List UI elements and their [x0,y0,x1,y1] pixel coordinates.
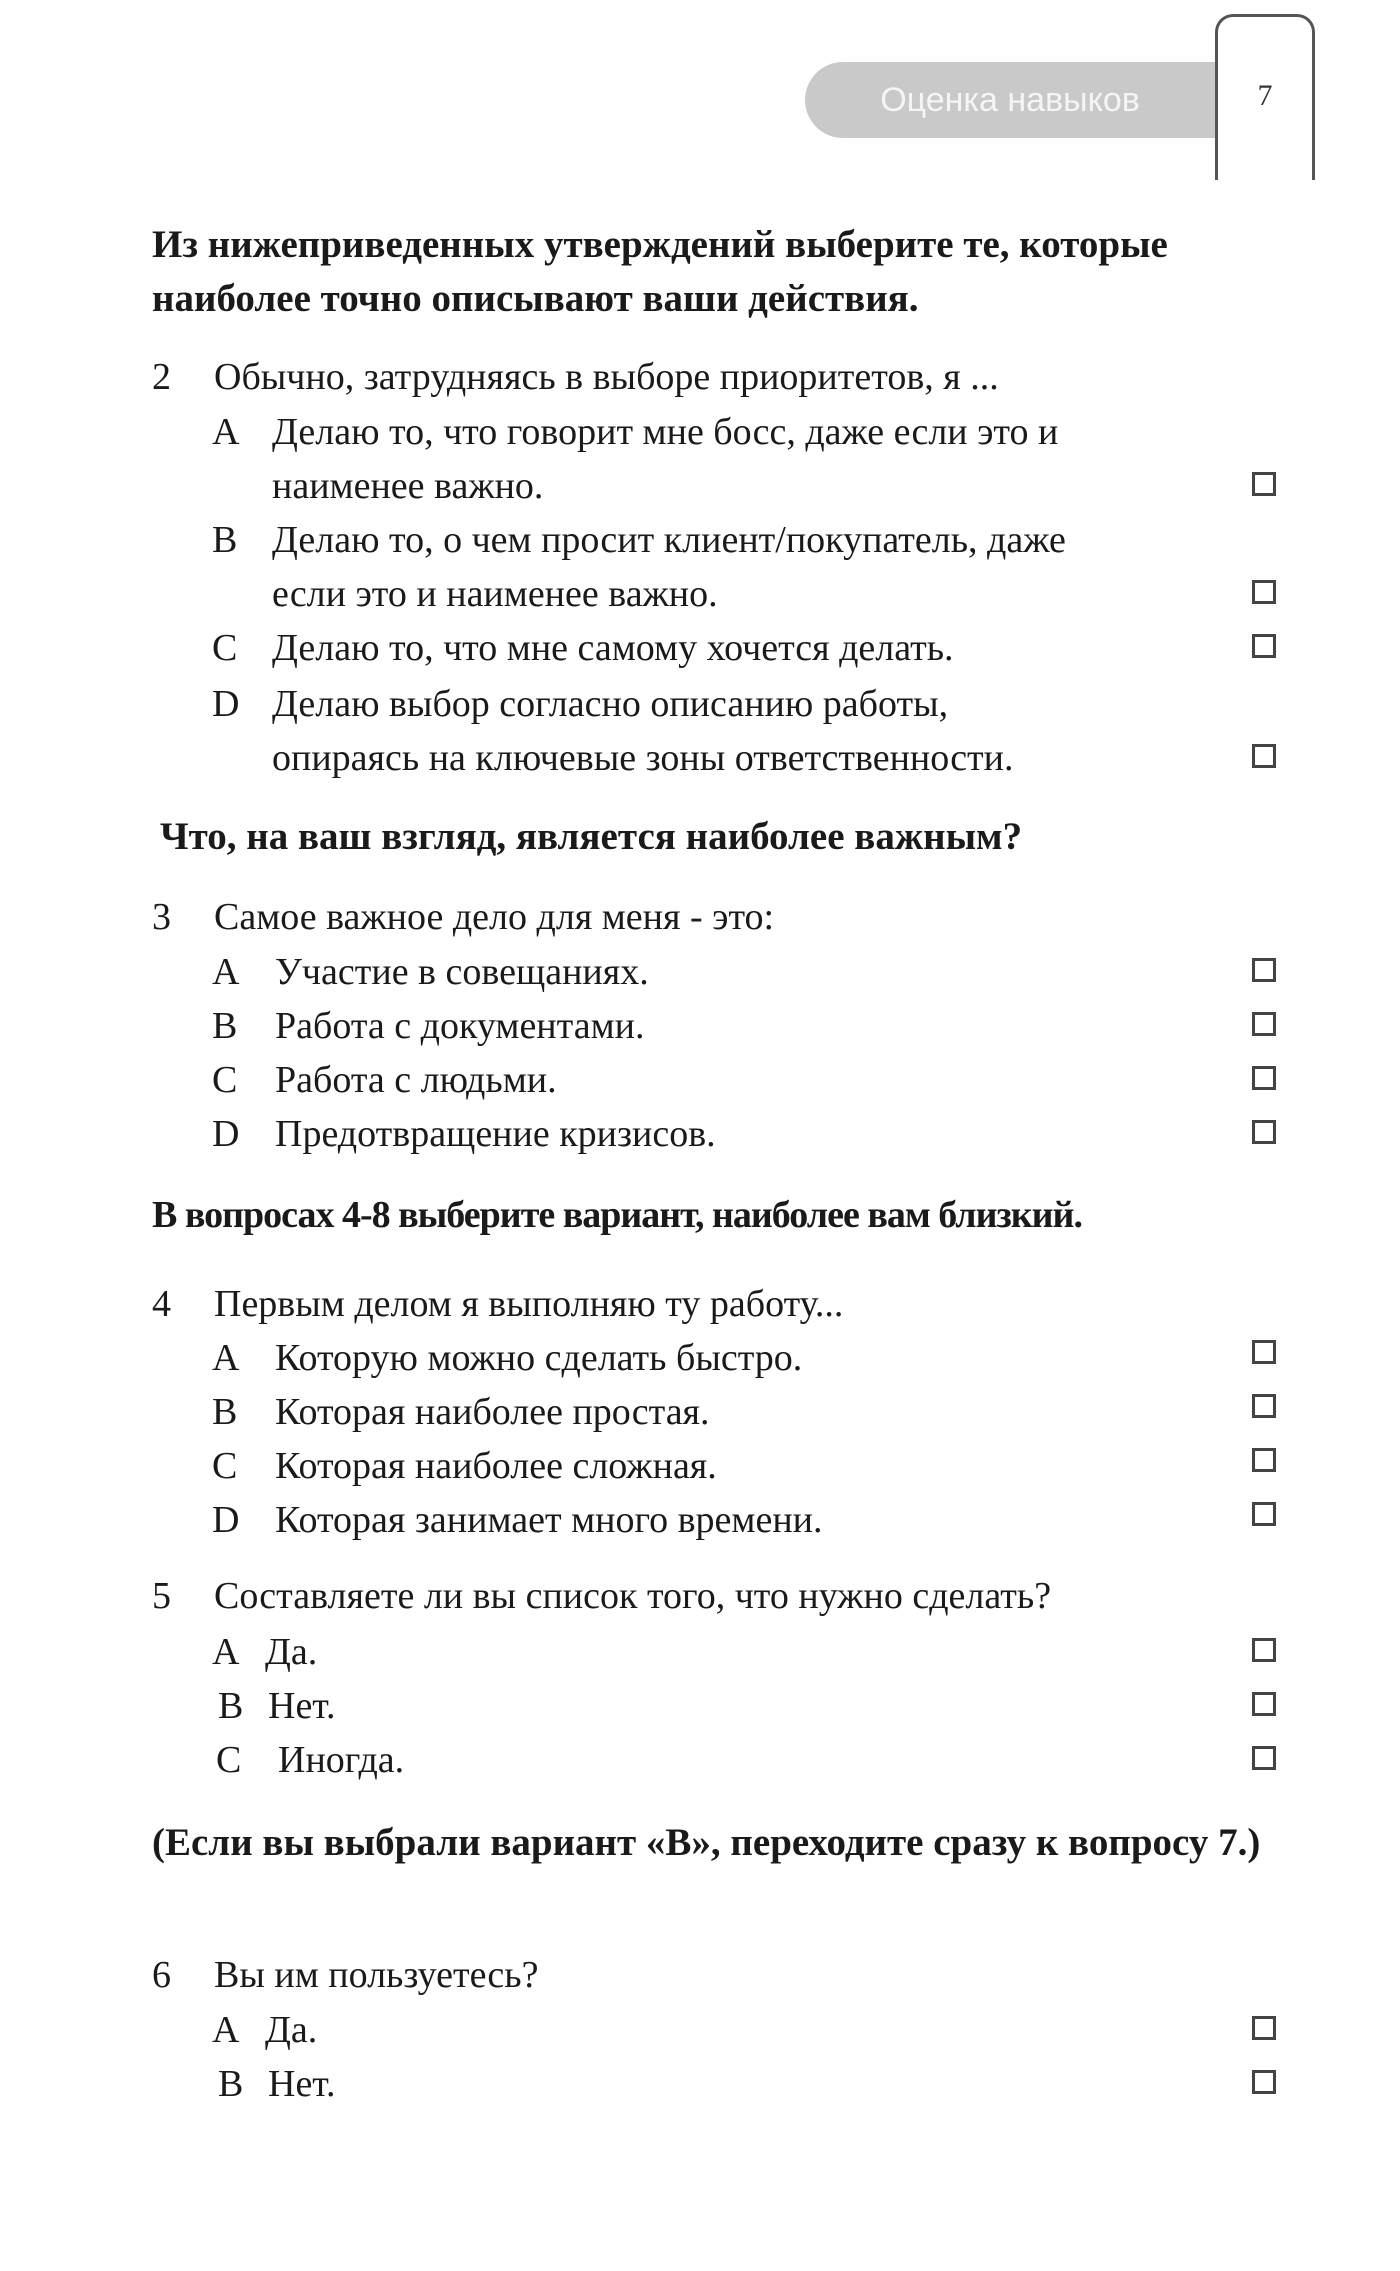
checkbox[interactable] [1252,1066,1276,1090]
checkbox[interactable] [1252,1746,1276,1770]
option-letter: C [216,1739,242,1781]
checkbox[interactable] [1252,1340,1276,1364]
option-letter: B [212,519,238,561]
option-letter: A [212,1337,240,1379]
checkbox[interactable] [1252,744,1276,768]
option-text: Делаю то, что мне самому хочется делать. [272,627,954,669]
checkbox[interactable] [1252,634,1276,658]
section-title-tab [805,62,1215,138]
instruction-2: Что, на ваш взгляд, является наиболее важным? [160,815,1023,858]
option-text: Которую можно сделать быстро. [275,1337,803,1379]
instruction-1: Из нижеприведенных утверждений выберите те, которые наиболее точно описывают ваши действия. [152,223,1168,320]
checkbox[interactable] [1252,1502,1276,1526]
checkbox[interactable] [1252,1120,1276,1144]
checkbox[interactable] [1252,2070,1276,2094]
option-letter: B [212,1005,238,1047]
question-number: 4 [152,1283,171,1325]
checkbox[interactable] [1252,2016,1276,2040]
page-number: 7 [1257,79,1273,112]
question-text: Вы им пользуетесь? [214,1954,539,1996]
option-text: Нет. [268,1685,336,1727]
question-text: Составляете ли вы список того, что нужно сделать? [214,1575,1052,1617]
page-number-tab [1215,14,1315,180]
option-letter: B [218,1685,244,1727]
option-letter: A [212,2009,240,2051]
option-text: Работа с документами. [275,1005,645,1047]
option-letter: D [212,1499,240,1541]
option-letter: C [212,1059,238,1101]
checkbox[interactable] [1252,1012,1276,1036]
question-text: Обычно, затрудняясь в выборе приоритетов, я ... [214,356,999,398]
checkbox[interactable] [1252,1692,1276,1716]
option-letter: A [212,411,240,453]
option-text: опираясь на ключевые зоны ответственности. [272,737,1014,779]
option-text: Делаю то, что говорит мне босс, даже если это и [272,411,1059,453]
option-text: Нет. [268,2063,336,2105]
option-text: Работа с людьми. [275,1059,557,1101]
checkbox[interactable] [1252,580,1276,604]
option-letter: D [212,683,240,725]
checkbox[interactable] [1252,472,1276,496]
option-text: Да. [265,2009,318,2051]
checkbox[interactable] [1252,1638,1276,1662]
question-number: 3 [152,896,171,938]
option-letter: B [218,2063,244,2105]
option-text: Делаю выбор согласно описанию работы, [272,683,949,725]
option-letter: D [212,1113,240,1155]
option-letter: B [212,1391,238,1433]
option-text: Которая наиболее сложная. [275,1445,717,1487]
option-letter: C [212,627,238,669]
option-text: Да. [265,1631,318,1673]
option-text: Предотвращение кризисов. [275,1113,716,1155]
question-number: 6 [152,1954,171,1996]
question-text: Самое важное дело для меня - это: [214,896,775,938]
section-title: Оценка навыков [880,80,1140,119]
checkbox[interactable] [1252,1448,1276,1472]
checkbox[interactable] [1252,1394,1276,1418]
option-text: если это и наименее важно. [272,573,718,615]
question-number: 5 [152,1575,171,1617]
instruction-4: (Если вы выбрали вариант «В», переходите сразу к вопросу 7.) [152,1821,1261,1864]
option-text: Которая наиболее простая. [275,1391,710,1433]
option-letter: A [212,951,240,993]
option-letter: A [212,1631,240,1673]
checkbox[interactable] [1252,958,1276,982]
option-text: Участие в совещаниях. [275,951,649,993]
question-text: Первым делом я выполняю ту работу... [214,1283,844,1325]
option-letter: C [212,1445,238,1487]
option-text: Делаю то, о чем просит клиент/покупатель, даже [272,519,1066,561]
option-text: Которая занимает много времени. [275,1499,823,1541]
instruction-3: В вопросах 4-8 выберите вариант, наиболее вам близкий. [152,1194,1082,1236]
option-text: наименее важно. [272,465,544,507]
question-number: 2 [152,356,171,398]
option-text: Иногда. [278,1739,405,1781]
